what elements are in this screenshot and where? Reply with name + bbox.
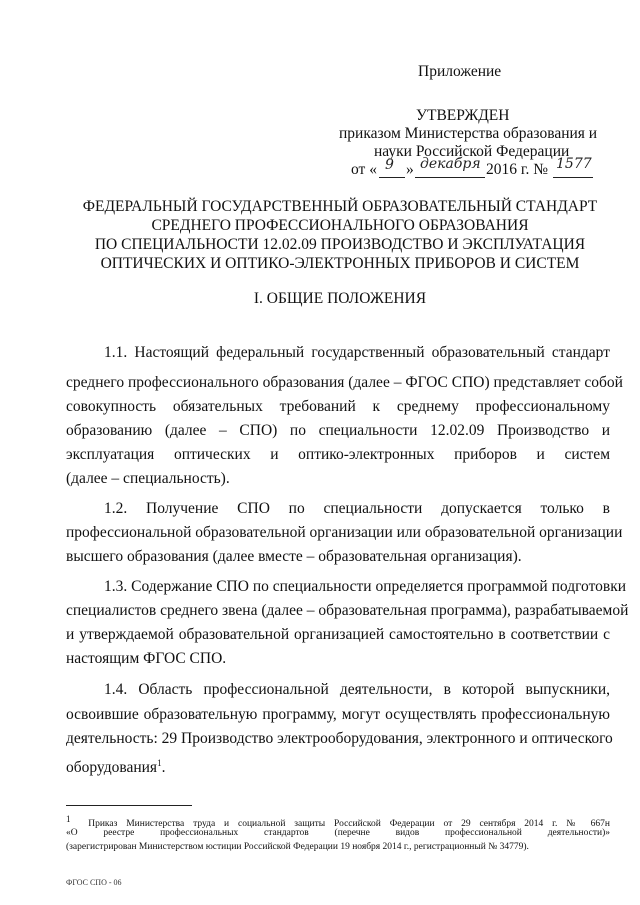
appendix-label: Приложение	[418, 63, 502, 80]
handwritten-month: декабря	[420, 156, 481, 172]
p3-line-2: специалистов среднего звена (далее – образовательная программа), разрабатываемой	[66, 602, 629, 619]
p1-line-2: среднего профессионального образования (далее – ФГОС СПО) представляет собой	[66, 374, 623, 391]
page-footer: ФГОС СПО - 06	[66, 878, 122, 887]
p3-line-1: 1.3. Содержание СПО по специальности определяется программой подготовки	[104, 578, 627, 595]
month-underline	[415, 177, 485, 178]
p2-line-2: профессиональной образовательной организации или образовательной организации	[66, 524, 623, 541]
handwritten-number: 1577	[556, 156, 592, 172]
footnote-separator	[66, 805, 192, 806]
p4-line-2: освоившие образовательную программу, могут осуществлять профессиональную	[66, 706, 610, 723]
footnote-line-3: (зарегистрирован Министерством юстиции Российской Федерации 19 ноября 2014 г., регистрационный № 34779).	[66, 842, 529, 852]
footnote-ref: 1	[157, 758, 162, 768]
p1-line-5: эксплуатация оптических и оптико-электронных приборов и систем	[66, 446, 610, 463]
p1-line-1: 1.1. Настоящий федеральный государственный образовательный стандарт	[104, 344, 610, 361]
p4-line-3: деятельность: 29 Производство электрооборудования, электронного и оптического	[66, 730, 613, 747]
p1-line-6: (далее – специальность).	[66, 470, 230, 487]
handwritten-day: 9	[385, 157, 394, 173]
footnote-line-2: «О реестре профессиональных стандартов (перечне видов профессиональной деятельности)»	[66, 828, 610, 838]
footnote-line-1: $^1$ Приказ Министерства труда и социальной защиты Российской Федерации от 29 сентября 2014 г. № 667н	[66, 814, 610, 830]
p2-line-1: 1.2. Получение СПО по специальности допускается только в	[104, 500, 610, 517]
approval-line-2: науки Российской Федерации	[374, 143, 570, 160]
p2-line-3: высшего образования (далее вместе – образовательная организация).	[66, 548, 522, 565]
approved-label: УТВЕРЖДЕН	[416, 107, 510, 124]
p4-line-4-text: оборудования	[66, 759, 158, 777]
p1-line-3: совокупность обязательных требований к среднему профессиональному	[66, 398, 610, 415]
p3-line-4: настоящим ФГОС СПО.	[66, 650, 227, 667]
title-line-3: ПО СПЕЦИАЛЬНОСТИ 12.02.09 ПРОИЗВОДСТВО И ЭКСПЛУАТАЦИЯ	[94, 236, 586, 253]
p1-line-4: образованию (далее – СПО) по специальности 12.02.09 Производство и	[66, 422, 610, 439]
p4-line-1: 1.4. Область профессиональной деятельности, в которой выпускники,	[104, 681, 610, 698]
title-line-4: ОПТИЧЕСКИХ И ОПТИКО-ЭЛЕКТРОННЫХ ПРИБОРОВ И СИСТЕМ	[100, 255, 580, 272]
footnote-mark: 1	[66, 814, 71, 824]
approval-line-1: приказом Министерства образования и	[339, 125, 598, 142]
p3-line-3: и утверждаемой образовательной организацией самостоятельно в соответствии с	[66, 626, 610, 643]
section-heading: I. ОБЩИЕ ПОЛОЖЕНИЯ	[253, 290, 427, 307]
p4-line-4: оборудования$^1$.	[66, 758, 166, 777]
number-underline	[553, 177, 593, 178]
date-year: 2016 г. №	[486, 161, 549, 178]
document-title	[40, 197, 640, 273]
date-prefix: от «	[351, 161, 377, 178]
date-quote-close: »	[406, 161, 414, 178]
title-line-1: ФЕДЕРАЛЬНЫЙ ГОСУДАРСТВЕННЫЙ ОБРАЗОВАТЕЛЬНЫЙ СТАНДАРТ	[82, 198, 598, 215]
day-underline	[379, 177, 405, 178]
title-line-2: СРЕДНЕГО ПРОФЕССИОНАЛЬНОГО ОБРАЗОВАНИЯ	[151, 217, 529, 234]
